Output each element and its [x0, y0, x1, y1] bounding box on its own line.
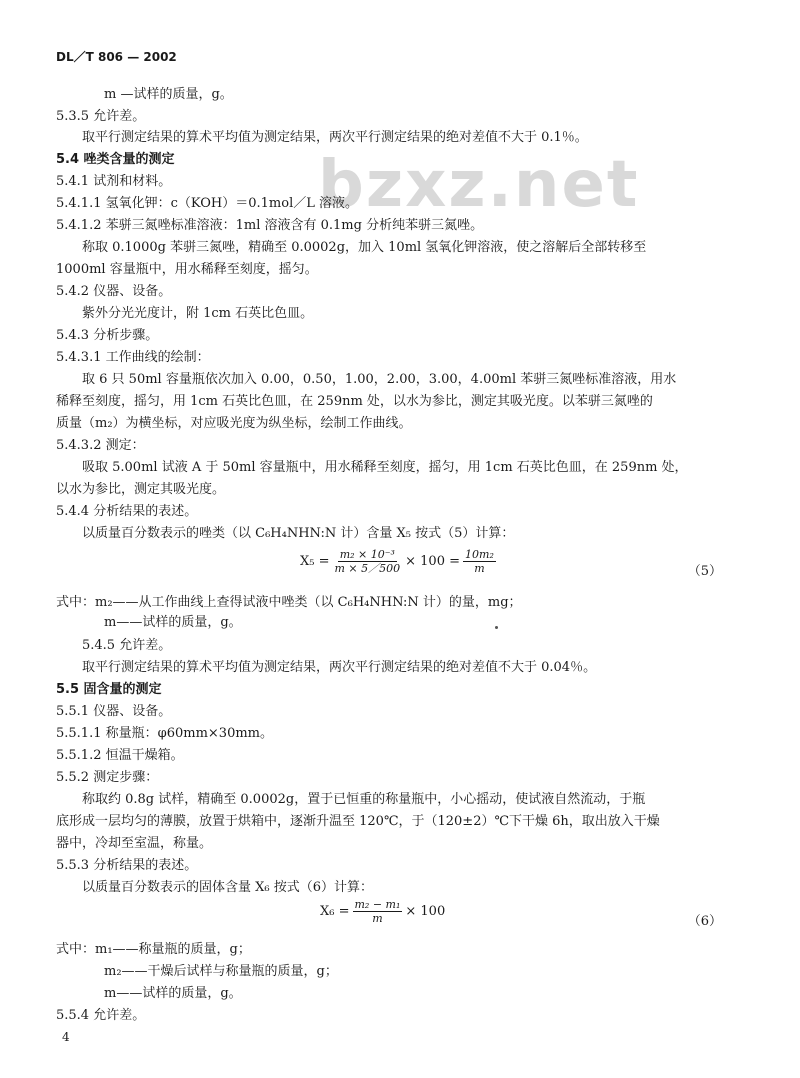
clause-5-4-3-1: 5.4.3.1 工作曲线的绘制： — [56, 350, 210, 365]
paragraph: 称取 0.1000g 苯骈三氮唑，精确至 0.0002g，加入 10ml 氢氧化钾溶液，使之溶解后全部转移至 — [82, 240, 647, 255]
clause-5-5-4: 5.5.4 允许差。 — [56, 1008, 146, 1023]
clause-5-5-1-2: 5.5.1.2 恒温干燥箱。 — [56, 748, 184, 763]
clause-5-4-5: 5.4.5 允许差。 — [82, 638, 172, 653]
paragraph: 底形成一层均匀的薄膜，放置于烘箱中，逐渐升温至 120℃，于（120±2）℃下干燥 6h，取出放入干燥 — [56, 814, 660, 829]
var-def-m1: 式中：m₁——称量瓶的质量，g； — [56, 942, 251, 957]
section-5-5-heading: 5.5 固含量的测定 — [56, 682, 162, 697]
clause-5-3-5: 5.3.5 允许差。 — [56, 109, 146, 124]
paragraph: 取 6 只 50ml 容量瓶依次加入 0.00，0.50，1.00，2.00，3.00，4.00ml 苯骈三氮唑标准溶液，用水 — [82, 372, 677, 387]
eq5-numerator-2: 10m₂ — [465, 548, 494, 561]
watermark: bzxz.net — [318, 148, 640, 222]
paragraph: 紫外分光光度计，附 1cm 石英比色皿。 — [82, 306, 314, 321]
clause-5-4-3-2: 5.4.3.2 测定： — [56, 438, 145, 453]
clause-5-4-1-2: 5.4.1.2 苯骈三氮唑标准溶液：1ml 溶液含有 0.1mg 分析纯苯骈三氮唑。 — [56, 218, 484, 233]
var-def-m: m——试样的质量，g。 — [104, 615, 242, 630]
eq6-fraction — [353, 898, 403, 925]
clause-5-5-1: 5.5.1 仪器、设备。 — [56, 704, 172, 719]
equation-5 — [300, 548, 499, 575]
paragraph: 质量（m₂）为横坐标，对应吸光度为纵坐标，绘制工作曲线。 — [56, 416, 412, 431]
page-number: 4 — [62, 1030, 70, 1044]
paragraph: 以质量百分数表示的唑类（以 C₆H₄NHN:N 计）含量 X₅ 按式（5）计算： — [82, 526, 515, 541]
eq5-mid: × 100 = — [405, 554, 461, 569]
equation-6-number: （6） — [687, 914, 722, 929]
section-5-4-heading: 5.4 唑类含量的测定 — [56, 152, 175, 167]
clause-5-5-1-1: 5.5.1.1 称量瓶：φ60mm×30mm。 — [56, 726, 274, 741]
clause-5-4-3: 5.4.3 分析步骤。 — [56, 328, 159, 343]
clause-5-5-2: 5.5.2 测定步骤： — [56, 770, 159, 785]
standard-header: DL／T 806 — 2002 — [56, 50, 177, 64]
clause-5-4-2: 5.4.2 仪器、设备。 — [56, 284, 172, 299]
eq6-numerator: m₂ − m₁ — [354, 898, 401, 911]
eq5-lhs: X₅ = — [300, 554, 330, 569]
eq6-tail: × 100 — [405, 904, 446, 919]
var-def-m2: m₂——干燥后试样与称量瓶的质量，g； — [104, 964, 338, 979]
equation-6 — [320, 898, 445, 925]
eq5-fraction-1 — [333, 548, 403, 575]
var-def-m2: 式中：m₂——从工作曲线上查得试液中唑类（以 C₆H₄NHN:N 计）的量，mg； — [56, 595, 522, 610]
equation-5-number: （5） — [687, 564, 722, 579]
eq5-denominator-2: m — [474, 562, 485, 575]
paragraph: 取平行测定结果的算术平均值为测定结果，两次平行测定结果的绝对差值不大于 0.04％。 — [82, 660, 597, 675]
paragraph: 1000ml 容量瓶中，用水稀释至刻度，摇匀。 — [56, 262, 318, 277]
eq5-denominator-1: m × 5／500 — [334, 562, 401, 575]
paragraph: 器中，冷却至室温，称量。 — [56, 836, 213, 851]
var-def-m: m——试样的质量，g。 — [104, 986, 242, 1001]
eq6-denominator: m — [372, 912, 383, 925]
var-def-m: m —试样的质量，g。 — [104, 87, 233, 102]
paragraph: 以水为参比，测定其吸光度。 — [56, 482, 226, 497]
clause-5-4-1-1: 5.4.1.1 氢氧化钾：c（KOH）＝0.1mol／L 溶液。 — [56, 196, 359, 211]
paragraph: 取平行测定结果的算术平均值为测定结果，两次平行测定结果的绝对差值不大于 0.1％。 — [82, 130, 588, 145]
eq5-fraction-2 — [463, 548, 496, 575]
paragraph: 稀释至刻度，摇匀，用 1cm 石英比色皿，在 259nm 处，以水为参比，测定其吸光度。以苯骈三氮唑的 — [56, 394, 653, 409]
eq5-numerator-1: m₂ × 10⁻³ — [339, 548, 395, 561]
clause-5-4-1: 5.4.1 试剂和材料。 — [56, 174, 172, 189]
paragraph: 称取约 0.8g 试样，精确至 0.0002g，置于已恒重的称量瓶中，小心摇动，使试液自然流动，于瓶 — [82, 792, 646, 807]
paragraph: 吸取 5.00ml 试液 A 于 50ml 容量瓶中，用水稀释至刻度，摇匀，用 1cm 石英比色皿，在 259nm 处， — [82, 460, 688, 475]
paragraph: 以质量百分数表示的固体含量 X₆ 按式（6）计算： — [82, 880, 374, 895]
eq6-lhs: X₆ = — [320, 904, 350, 919]
clause-5-5-3: 5.5.3 分析结果的表述。 — [56, 858, 198, 873]
speck — [495, 626, 498, 629]
clause-5-4-4: 5.4.4 分析结果的表述。 — [56, 504, 198, 519]
